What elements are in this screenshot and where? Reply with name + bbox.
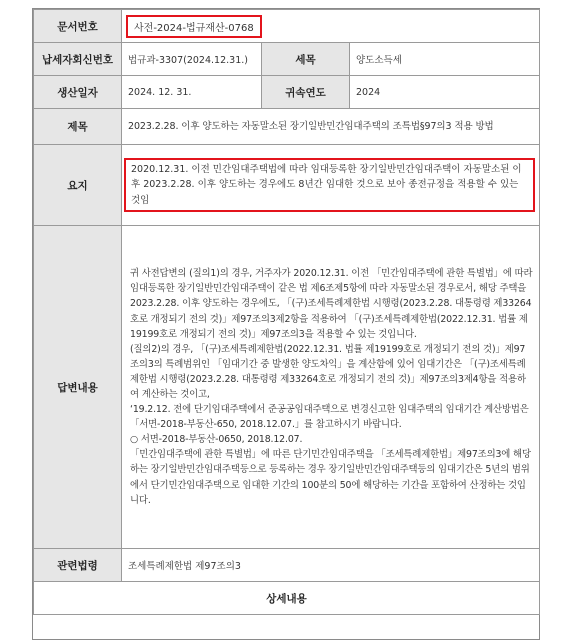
tax-ruling-document bbox=[32, 8, 540, 640]
answer-reference: ○ 서면-2018-부동산-0650, 2018.12.07. bbox=[130, 434, 303, 446]
details-header: 상세내용 bbox=[34, 582, 540, 615]
doc-no-label: 문서번호 bbox=[34, 10, 122, 43]
title-label: 제목 bbox=[34, 109, 122, 145]
doc-no-value: 사전-2024-법규재산-0768 bbox=[126, 15, 262, 38]
row-doc-no bbox=[34, 10, 540, 43]
answer-paragraph: ‘19.2.12. 전에 단기임대주택에서 준공공임대주택으로 변경신고한 임대주택의 임대기간 계산방법은 「서면-2018-부동산-650, 2018.12.07.」를 참고하시기 바랍니다. bbox=[130, 404, 529, 431]
doc-no-cell bbox=[122, 10, 540, 43]
row-query-subject bbox=[34, 43, 540, 76]
row-related-law bbox=[34, 549, 540, 582]
answer-paragraph: (질의2)의 경우, 「(구)조세특례제한법(2022.12.31. 법률 제19199호로 개정되기 전의 것)」제97조의3의 특례범위인 「임대기간 중 발생한 양도차익」을 계산함에 있어 임대기간은 「(구)조세특례제한법 시행령(2023.2.28. 대통령령 제33264호로 개정되기 전의 것)」제97조의3제4항을 적용하여 계산하는 것이고, bbox=[130, 343, 526, 400]
answer-paragraph: 「민간임대주택에 관한 특별법」에 따른 단기민간임대주택을 「조세특례제한법」제97조의3에 해당하는 장기일반민간임대주택등으로 등록하는 경우 장기일반민간임대주택등의 임대기간은 5년의 범위에서 단기민간임대주택으로 임대한 기간의 100분의 50에 해당하는 기간을 포함하여 산정하는 것입니다. bbox=[130, 449, 531, 506]
row-details bbox=[34, 582, 540, 615]
answer-label: 답변내용 bbox=[34, 226, 122, 549]
related-law-value: 조세특례제한법 제97조의3 bbox=[122, 549, 540, 582]
taxpayer-query-no-label: 납세자회신번호 bbox=[34, 43, 122, 76]
year-label: 귀속연도 bbox=[262, 76, 350, 109]
summary-label: 요지 bbox=[34, 145, 122, 226]
production-date-value: 2024. 12. 31. bbox=[122, 76, 262, 109]
subject-label: 세목 bbox=[262, 43, 350, 76]
production-date-label: 생산일자 bbox=[34, 76, 122, 109]
row-title bbox=[34, 109, 540, 145]
answer-paragraph: 귀 사전답변의 (질의1)의 경우, 거주자가 2020.12.31. 이전 「민간임대주택에 관한 특별법」에 따라 임대등록한 장기일반민간임대주택이 같은 법 제6조제5항에 따라 자동말소된 경우로서, 해당 주택을 2023.2.28. 이후 양도하는 경우에도, 「(구)조세특례제한법 시행령(2023.2.28. 대통령령 제33264호로 개정되기 전의 것)」제97조의3제2항을 적용하여 「(구)조세특례제한법(2022.12.31. 법률 제19199호로 개정되기 전의 것)」제97조의3을 적용할 수 있는 것입니다. bbox=[130, 268, 533, 340]
summary-value: 2020.12.31. 이전 민간임대주택법에 따라 임대등록한 장기일반민간임대주택이 자동말소된 이후 2023.2.28. 이후 양도하는 경우에도 8년간 임대한 것으로 보아 종전규정을 적용할 수 있는 것임 bbox=[124, 158, 535, 213]
document-table bbox=[33, 9, 540, 615]
row-summary bbox=[34, 145, 540, 226]
row-answer bbox=[34, 226, 540, 549]
related-law-label: 관련법령 bbox=[34, 549, 122, 582]
taxpayer-query-no-value: 법규과-3307(2024.12.31.) bbox=[122, 43, 262, 76]
subject-value: 양도소득세 bbox=[350, 43, 540, 76]
title-value: 2023.2.28. 이후 양도하는 자동말소된 장기일반민간임대주택의 조특법§97의3 적용 방법 bbox=[122, 109, 540, 145]
answer-content bbox=[122, 226, 540, 549]
year-value: 2024 bbox=[350, 76, 540, 109]
row-date-year bbox=[34, 76, 540, 109]
summary-cell bbox=[122, 145, 540, 226]
